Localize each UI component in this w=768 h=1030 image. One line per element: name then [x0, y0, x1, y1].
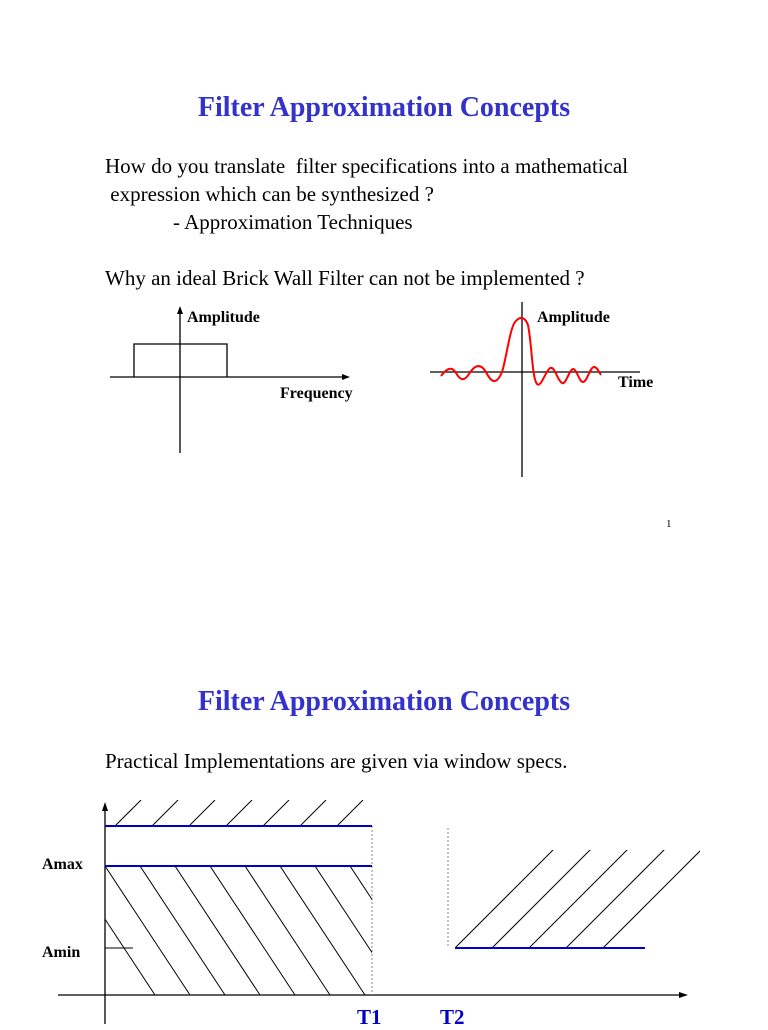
- spec-y-arrowhead: [102, 802, 108, 811]
- brick-wall-question: Why an ideal Brick Wall Filter can not be implemented ?: [105, 266, 585, 290]
- window-spec-diagram: [0, 600, 768, 1024]
- page-number: 1: [666, 518, 672, 530]
- freq-plot-ylabel: Amplitude: [187, 309, 260, 326]
- t2-label: T2: [440, 1005, 465, 1029]
- intro-line-3: - Approximation Techniques: [173, 210, 413, 234]
- time-plot-xlabel: Time: [618, 374, 654, 391]
- stopband-hatch: [455, 848, 703, 948]
- practical-line: Practical Implementations are given via window specs.: [105, 749, 568, 773]
- amin-label: Amin: [42, 944, 81, 961]
- slide-1-title: Filter Approximation Concepts: [197, 92, 571, 123]
- slide-2-title: Filter Approximation Concepts: [197, 686, 571, 717]
- t1-label: T1: [357, 1005, 382, 1029]
- slide-2: [0, 600, 768, 1029]
- intro-line-1: How do you translate filter specifications into a mathematical: [105, 154, 629, 178]
- intro-line-2: expression which can be synthesized ?: [105, 182, 434, 206]
- spec-x-arrowhead: [679, 992, 688, 998]
- amax-label: Amax: [42, 856, 83, 873]
- freq-plot-xlabel: Frequency: [280, 385, 353, 402]
- time-plot-ylabel: Amplitude: [537, 309, 610, 326]
- passband-hatch: [70, 866, 435, 995]
- top-hatch: [115, 800, 363, 826]
- sinc-curve: [441, 318, 601, 385]
